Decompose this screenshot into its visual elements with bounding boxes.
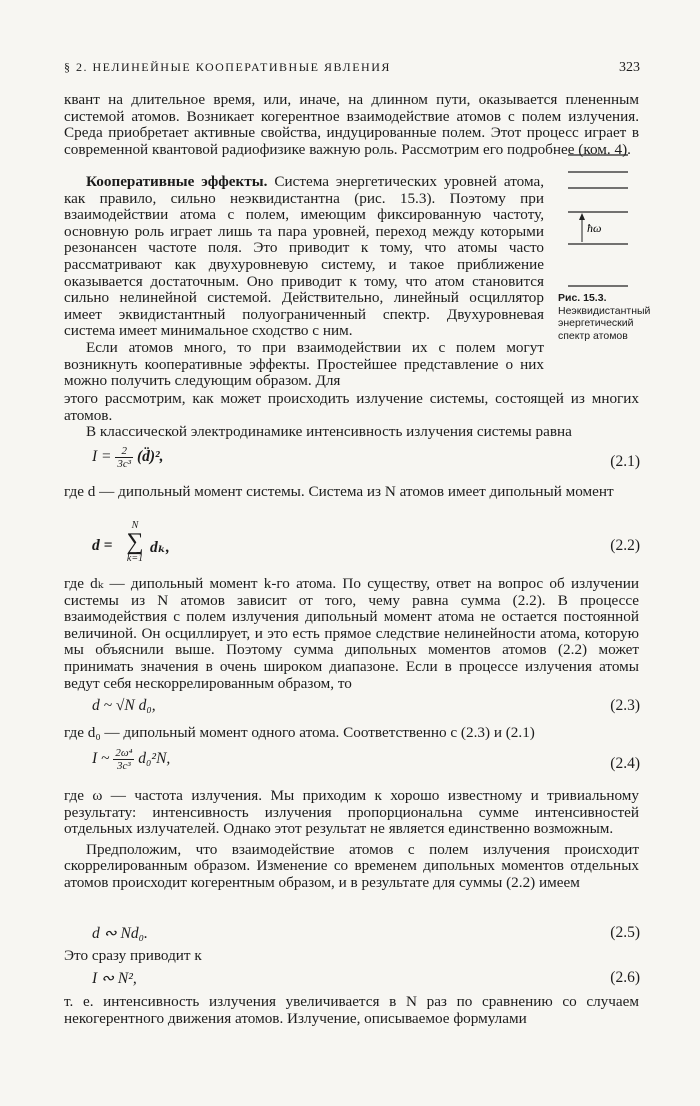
paragraph-9: Предположим, что взаимодействие атомов с полем излучения происходит скоррелированным образом. Изменение со временем дипольных моментов отдельных атомов происходит когерентным образом, и в результате для суммы (2.2) имеем bbox=[64, 840, 639, 891]
eq-lhs: I = bbox=[92, 448, 112, 466]
paragraph-8: где ω — частота излучения. Мы приходим к хорошо известному и тривиальному результату: интенсивность излучения пропорциональна сумме интенсивностей отдельных излучателей. Однако этот результат не является единственно возможным. bbox=[64, 787, 639, 838]
figure-caption bbox=[558, 292, 651, 342]
paragraph-3a: Если атомов много, то при взаимодействии их с полем могут возникнуть кооперативные эффекты. Простейшее представление о них можно получить следующим образом. Для bbox=[64, 338, 544, 390]
body-block-4 bbox=[64, 484, 639, 501]
eq-expression: d ∾ Nd₀. bbox=[92, 925, 148, 942]
eq-lhs: I ~ bbox=[92, 750, 110, 768]
equation-2-5 bbox=[92, 924, 640, 943]
eq-expression: I ∾ N², bbox=[92, 970, 137, 987]
frac-denominator: 3c³ bbox=[117, 458, 132, 470]
paragraph-3b: этого рассмотрим, как может происходить излучение системы, состоящей из многих атомов. bbox=[64, 390, 639, 424]
equation-2-1 bbox=[92, 445, 640, 470]
sum-lower-limit: k=1 bbox=[126, 553, 144, 564]
equation-number: (2.5) bbox=[610, 924, 640, 941]
paragraph-7: где d₀ — дипольный момент одного атома. Соответственно с (2.3) и (2.1) bbox=[64, 724, 535, 741]
equation-2-2 bbox=[92, 520, 640, 572]
paragraph-6: где dₖ — дипольный момент k-го атома. По существу, ответ на вопрос об излучении системы из N атомов зависит от того, чему равна сумма (2.2). В процессе взаимодействия с полем излучения дипольный момент атома не остается постоянной величиной. Он осциллирует, и это есть прямое следствие нелинейности атома, которую мы объяснили выше. Поэтому сумма дипольных моментов атомов (2.2) может принимать значения в очень широком диапазоне. Если в процессе излучения атомы ведут себя нескоррелированным образом, то bbox=[64, 575, 639, 692]
eq-fraction bbox=[113, 747, 134, 772]
eq-rhs: dₖ, bbox=[150, 539, 170, 556]
hbar-omega-label: ħω bbox=[587, 221, 602, 235]
eq-fraction bbox=[115, 445, 133, 470]
equation-number: (2.4) bbox=[610, 755, 640, 772]
figure-caption-number: Рис. 15.3. bbox=[558, 292, 607, 304]
page-number: 323 bbox=[619, 60, 640, 75]
arrow-head-icon bbox=[579, 213, 585, 220]
sum-sign: ∑ bbox=[126, 529, 144, 555]
sum-upper-limit: N bbox=[131, 520, 139, 531]
equation-2-3 bbox=[92, 697, 640, 715]
eq-lhs: d = bbox=[92, 537, 113, 554]
paragraph-10: Это сразу приводит к bbox=[64, 947, 202, 964]
body-block-3 bbox=[64, 391, 639, 441]
body-block-1 bbox=[64, 92, 639, 158]
body-block-8 bbox=[64, 948, 639, 965]
summation bbox=[124, 520, 146, 564]
equation-number: (2.6) bbox=[610, 969, 640, 986]
paragraph-2 bbox=[64, 174, 544, 340]
paragraph-11: т. е. интенсивность излучения увеличивается в N раз по сравнению со случаем некогерентного движения атомов. Излучение, описываемое формулами bbox=[64, 993, 639, 1027]
eq-rhs: d₀²N, bbox=[138, 750, 171, 768]
body-block-7 bbox=[64, 788, 639, 892]
body-block-5 bbox=[64, 576, 639, 692]
body-block-6 bbox=[64, 725, 639, 742]
equation-number: (2.2) bbox=[610, 537, 640, 554]
body-block-9 bbox=[64, 994, 639, 1027]
figure-caption-text: Неэквидистантный энергетический спектр атомов bbox=[558, 304, 651, 342]
paragraph-4: В классической электродинамике интенсивность излучения системы равна bbox=[86, 423, 572, 441]
paragraph-2-heading: Кооперативные эффекты. bbox=[86, 173, 268, 190]
frac-denominator: 3c³ bbox=[117, 760, 131, 772]
frac-numerator: 2ω⁴ bbox=[115, 747, 133, 759]
eq-rhs: (d̈)², bbox=[136, 448, 164, 466]
paragraph-5: где d — дипольный момент системы. Система из N атомов имеет дипольный момент bbox=[64, 483, 614, 500]
paragraph-2-body: Система энергетических уровней атома, как правило, сильно неэквидистантна (рис. 15.3). Поэтому при взаимодействии атома с полем, имеющим фиксированную частоту, основную роль играет лишь та пара уровней, переход между которыми резонансен частоте поля. Это приводит к тому, что атомы часто рассматривают как двухуровневую систему, и такое приближение оказывается достаточным. Оно приводит к тому, что атом становится сильно нелинейной системой. Действительно, линейный осциллятор имеет эквидистантный полуограниченный спектр. Двухуровневая система имеет минимальное сходство с ним. bbox=[64, 173, 544, 340]
equation-number: (2.3) bbox=[610, 697, 640, 714]
paragraph-1: квант на длительное время, или, иначе, на длинном пути, оказывается плененным системой атомов. Возникает когерентное взаимодействие атомов с полем излучения. Среда приобретает активные свойства, индуцированные полем. Этот процесс играет в современной квантовой радиофизике важную роль. Рассмотрим его подробнее (ком. 4). bbox=[64, 91, 639, 158]
eq-expression: d ~ √N d₀, bbox=[92, 697, 156, 714]
equation-2-4 bbox=[92, 747, 640, 772]
frac-numerator: 2 bbox=[115, 445, 133, 458]
equation-number: (2.1) bbox=[610, 453, 640, 470]
section-title: § 2. НЕЛИНЕЙНЫЕ КООПЕРАТИВНЫЕ ЯВЛЕНИЯ bbox=[64, 60, 391, 74]
energy-levels-figure bbox=[568, 150, 628, 300]
body-block-2 bbox=[64, 174, 544, 390]
equation-2-6 bbox=[92, 969, 640, 988]
